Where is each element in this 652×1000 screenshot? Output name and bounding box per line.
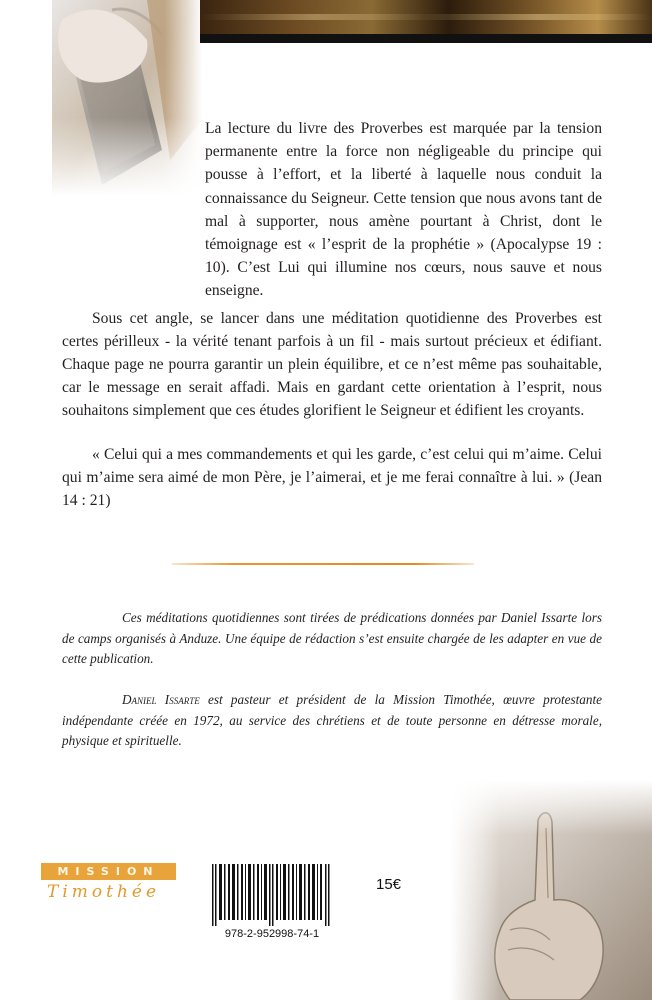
barcode-icon bbox=[210, 864, 334, 926]
logo-mission-text: MISSION bbox=[57, 865, 160, 878]
author-bio bbox=[62, 690, 602, 752]
isbn-number: 978-2-952998-74-1 bbox=[224, 928, 320, 940]
author-bio-block bbox=[62, 690, 602, 752]
orange-divider-rule bbox=[172, 563, 474, 565]
intro-paragraph-1: La lecture du livre des Proverbes est marquée par la tension permanente entre la force non négligeable du principe qui pousse à l’effort, et la liberté à laquelle nous conduit la connaissance du Seigneur. Cette tension que nous avons tant de mal à supporter, nous amène pourtant à Christ, dont le témoignage est « l’esprit de la prophétie » (Apocalypse 19 : 10). C’est Lui qui illumine nos cœurs, nous sauve et nous enseigne. bbox=[205, 120, 602, 300]
intro-paragraph-2: Sous cet angle, se lancer dans une méditation quotidienne des Proverbes est certes périlleux - la vérité tenant parfois à un fil - mais surtout précieux et édifiant. Chaque page ne pourra garantir un plein équilibre, et ce n’est même pas souhaitable, car le message en serait affadi. Mais en gardant cette orientation à l’esprit, nous souhaitons simplement que ces études glorifient le Seigneur et édifient les croyants. bbox=[62, 309, 602, 420]
credits-block bbox=[62, 608, 602, 670]
painting-strip bbox=[200, 0, 652, 34]
price: 15€ bbox=[376, 876, 402, 893]
pointing-hand-icon bbox=[450, 780, 652, 1000]
scripture-quote: « Celui qui a mes commandements et qui les garde, c’est celui qui m’aime. Celui qui m’aime sera aimé de mon Père, je l’aimerai, et je me ferai connaître à lui. » (Jean 14 : 21) bbox=[62, 445, 602, 510]
author-name: Daniel Issarte bbox=[122, 692, 200, 707]
author-bio-text: est pasteur et président de la Mission Timothée, œuvre protestante indépendante créée en 1972, au service des chrétiens et de toute personne en détresse morale, physique et spirituelle. bbox=[62, 692, 602, 748]
main-text bbox=[62, 117, 602, 512]
credits-text: Ces méditations quotidiennes sont tirées de prédications données par Daniel Issarte lors de camps organisés à Anduze. Une équipe de rédaction s’est ensuite chargée de les adapter en vue de cette publication. bbox=[62, 610, 602, 666]
barcode bbox=[210, 864, 334, 968]
pointing-hand-illustration bbox=[450, 780, 652, 1000]
logo-timothee-text: Timothée bbox=[47, 882, 161, 902]
mission-timothee-logo bbox=[41, 863, 176, 905]
black-divider-band bbox=[200, 34, 652, 43]
